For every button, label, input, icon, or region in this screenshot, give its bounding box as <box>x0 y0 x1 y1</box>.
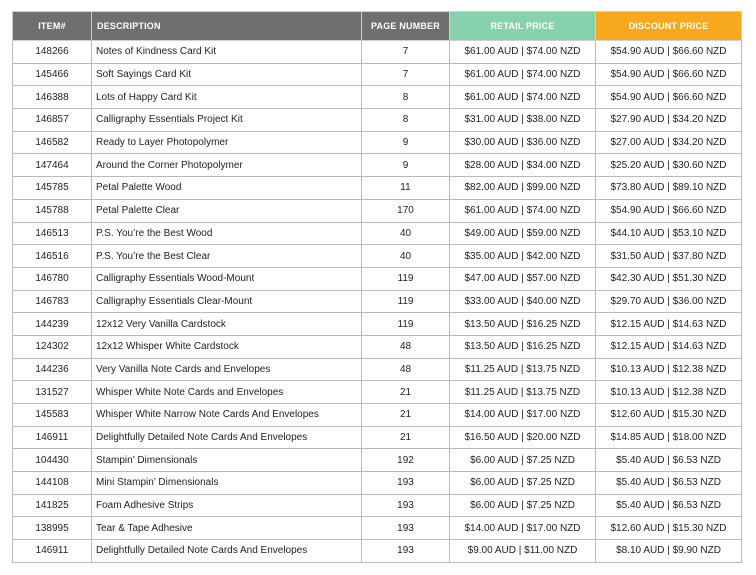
description-cell: Calligraphy Essentials Project Kit <box>92 109 362 132</box>
description-cell: Ready to Layer Photopolymer <box>92 131 362 154</box>
price-list-container <box>12 11 742 563</box>
description-cell: Whisper White Note Cards and Envelopes <box>92 381 362 404</box>
table-row <box>13 109 742 132</box>
table-row <box>13 86 742 109</box>
table-row <box>13 472 742 495</box>
description-cell: Foam Adhesive Strips <box>92 494 362 517</box>
discount-price-cell: $5.40 AUD | $6.53 NZD <box>596 494 742 517</box>
retail-price-cell: $61.00 AUD | $74.00 NZD <box>450 199 596 222</box>
table-row <box>13 267 742 290</box>
item-number-cell: 146857 <box>13 109 92 132</box>
table-row <box>13 177 742 200</box>
discount-price-cell: $54.90 AUD | $66.60 NZD <box>596 41 742 64</box>
retail-price-cell: $61.00 AUD | $74.00 NZD <box>450 41 596 64</box>
page-number-cell: 193 <box>362 472 450 495</box>
discount-price-cell: $54.90 AUD | $66.60 NZD <box>596 199 742 222</box>
description-cell: 12x12 Whisper White Cardstock <box>92 335 362 358</box>
retail-price-column-header: RETAIL PRICE <box>450 12 596 41</box>
table-row <box>13 426 742 449</box>
discount-price-cell: $54.90 AUD | $66.60 NZD <box>596 86 742 109</box>
discount-price-cell: $10.13 AUD | $12.38 NZD <box>596 381 742 404</box>
retail-price-cell: $61.00 AUD | $74.00 NZD <box>450 86 596 109</box>
page-number-cell: 193 <box>362 494 450 517</box>
description-cell: Calligraphy Essentials Clear-Mount <box>92 290 362 313</box>
page-number-cell: 7 <box>362 41 450 64</box>
retail-price-cell: $13.50 AUD | $16.25 NZD <box>450 335 596 358</box>
table-row <box>13 404 742 427</box>
discount-price-cell: $8.10 AUD | $9.90 NZD <box>596 540 742 563</box>
item-number-cell: 146783 <box>13 290 92 313</box>
description-cell: P.S. You’re the Best Wood <box>92 222 362 245</box>
discount-price-cell: $12.60 AUD | $15.30 NZD <box>596 517 742 540</box>
description-cell: Lots of Happy Card Kit <box>92 86 362 109</box>
item-number-cell: 146911 <box>13 426 92 449</box>
page-number-cell: 193 <box>362 517 450 540</box>
retail-price-cell: $9.00 AUD | $11.00 NZD <box>450 540 596 563</box>
page-number-cell: 48 <box>362 335 450 358</box>
table-row <box>13 245 742 268</box>
item-number-cell: 146911 <box>13 540 92 563</box>
table-header <box>13 12 742 41</box>
discount-price-cell: $5.40 AUD | $6.53 NZD <box>596 472 742 495</box>
page-number-cell: 8 <box>362 109 450 132</box>
retail-price-cell: $35.00 AUD | $42.00 NZD <box>450 245 596 268</box>
discount-price-cell: $44.10 AUD | $53.10 NZD <box>596 222 742 245</box>
description-cell: Delightfully Detailed Note Cards And Envelopes <box>92 540 362 563</box>
table-row <box>13 290 742 313</box>
table-row <box>13 131 742 154</box>
description-cell: Petal Palette Clear <box>92 199 362 222</box>
page-number-cell: 9 <box>362 131 450 154</box>
price-table <box>12 11 742 563</box>
retail-price-cell: $28.00 AUD | $34.00 NZD <box>450 154 596 177</box>
item-number-cell: 146513 <box>13 222 92 245</box>
discount-price-cell: $12.15 AUD | $14.63 NZD <box>596 313 742 336</box>
item-number-cell: 144236 <box>13 358 92 381</box>
discount-price-cell: $14.85 AUD | $18.00 NZD <box>596 426 742 449</box>
item-column-header: ITEM# <box>13 12 92 41</box>
item-number-cell: 141825 <box>13 494 92 517</box>
retail-price-cell: $14.00 AUD | $17.00 NZD <box>450 404 596 427</box>
table-row <box>13 335 742 358</box>
page-number-cell: 119 <box>362 290 450 313</box>
item-number-cell: 124302 <box>13 335 92 358</box>
description-cell: Tear & Tape Adhesive <box>92 517 362 540</box>
description-cell: 12x12 Very Vanilla Cardstock <box>92 313 362 336</box>
item-number-cell: 145583 <box>13 404 92 427</box>
item-number-cell: 131527 <box>13 381 92 404</box>
item-number-cell: 146388 <box>13 86 92 109</box>
discount-price-column-header: DISCOUNT PRICE <box>596 12 742 41</box>
description-column-header: DESCRIPTION <box>92 12 362 41</box>
page-number-cell: 11 <box>362 177 450 200</box>
item-number-cell: 148266 <box>13 41 92 64</box>
page-number-column-header: PAGE NUMBER <box>362 12 450 41</box>
description-cell: Very Vanilla Note Cards and Envelopes <box>92 358 362 381</box>
table-row <box>13 449 742 472</box>
description-cell: Mini Stampin’ Dimensionals <box>92 472 362 495</box>
item-number-cell: 145785 <box>13 177 92 200</box>
discount-price-cell: $12.60 AUD | $15.30 NZD <box>596 404 742 427</box>
retail-price-cell: $61.00 AUD | $74.00 NZD <box>450 63 596 86</box>
description-cell: P.S. You’re the Best Clear <box>92 245 362 268</box>
description-cell: Delightfully Detailed Note Cards And Envelopes <box>92 426 362 449</box>
page-number-cell: 119 <box>362 313 450 336</box>
discount-price-cell: $31.50 AUD | $37.80 NZD <box>596 245 742 268</box>
retail-price-cell: $47.00 AUD | $57.00 NZD <box>450 267 596 290</box>
page-number-cell: 40 <box>362 245 450 268</box>
retail-price-cell: $6.00 AUD | $7.25 NZD <box>450 494 596 517</box>
retail-price-cell: $11.25 AUD | $13.75 NZD <box>450 358 596 381</box>
table-row <box>13 199 742 222</box>
item-number-cell: 104430 <box>13 449 92 472</box>
discount-price-cell: $42.30 AUD | $51.30 NZD <box>596 267 742 290</box>
discount-price-cell: $25.20 AUD | $30.60 NZD <box>596 154 742 177</box>
description-cell: Notes of Kindness Card Kit <box>92 41 362 64</box>
page-number-cell: 21 <box>362 381 450 404</box>
item-number-cell: 146582 <box>13 131 92 154</box>
table-row <box>13 358 742 381</box>
item-number-cell: 147464 <box>13 154 92 177</box>
page-number-cell: 170 <box>362 199 450 222</box>
retail-price-cell: $49.00 AUD | $59.00 NZD <box>450 222 596 245</box>
discount-price-cell: $54.90 AUD | $66.60 NZD <box>596 63 742 86</box>
retail-price-cell: $14.00 AUD | $17.00 NZD <box>450 517 596 540</box>
page-number-cell: 192 <box>362 449 450 472</box>
page-number-cell: 7 <box>362 63 450 86</box>
table-row <box>13 494 742 517</box>
table-row <box>13 540 742 563</box>
table-row <box>13 517 742 540</box>
retail-price-cell: $11.25 AUD | $13.75 NZD <box>450 381 596 404</box>
retail-price-cell: $13.50 AUD | $16.25 NZD <box>450 313 596 336</box>
retail-price-cell: $31.00 AUD | $38.00 NZD <box>450 109 596 132</box>
discount-price-cell: $73.80 AUD | $89.10 NZD <box>596 177 742 200</box>
page-number-cell: 21 <box>362 404 450 427</box>
page-number-cell: 9 <box>362 154 450 177</box>
page-number-cell: 8 <box>362 86 450 109</box>
item-number-cell: 144108 <box>13 472 92 495</box>
retail-price-cell: $82.00 AUD | $99.00 NZD <box>450 177 596 200</box>
retail-price-cell: $30.00 AUD | $36.00 NZD <box>450 131 596 154</box>
page-number-cell: 48 <box>362 358 450 381</box>
table-row <box>13 381 742 404</box>
discount-price-cell: $27.90 AUD | $34.20 NZD <box>596 109 742 132</box>
table-row <box>13 313 742 336</box>
item-number-cell: 138995 <box>13 517 92 540</box>
header-row <box>13 12 742 41</box>
item-number-cell: 145466 <box>13 63 92 86</box>
page-number-cell: 40 <box>362 222 450 245</box>
discount-price-cell: $5.40 AUD | $6.53 NZD <box>596 449 742 472</box>
table-row <box>13 41 742 64</box>
table-row <box>13 63 742 86</box>
discount-price-cell: $27.00 AUD | $34.20 NZD <box>596 131 742 154</box>
description-cell: Whisper White Narrow Note Cards And Envelopes <box>92 404 362 427</box>
description-cell: Calligraphy Essentials Wood-Mount <box>92 267 362 290</box>
description-cell: Petal Palette Wood <box>92 177 362 200</box>
description-cell: Stampin’ Dimensionals <box>92 449 362 472</box>
table-row <box>13 154 742 177</box>
description-cell: Soft Sayings Card Kit <box>92 63 362 86</box>
table-body <box>13 41 742 563</box>
discount-price-cell: $29.70 AUD | $36.00 NZD <box>596 290 742 313</box>
page-number-cell: 119 <box>362 267 450 290</box>
description-cell: Around the Corner Photopolymer <box>92 154 362 177</box>
item-number-cell: 146516 <box>13 245 92 268</box>
retail-price-cell: $16.50 AUD | $20.00 NZD <box>450 426 596 449</box>
item-number-cell: 144239 <box>13 313 92 336</box>
table-row <box>13 222 742 245</box>
discount-price-cell: $12.15 AUD | $14.63 NZD <box>596 335 742 358</box>
retail-price-cell: $6.00 AUD | $7.25 NZD <box>450 472 596 495</box>
page-number-cell: 193 <box>362 540 450 563</box>
discount-price-cell: $10.13 AUD | $12.38 NZD <box>596 358 742 381</box>
item-number-cell: 145788 <box>13 199 92 222</box>
page-number-cell: 21 <box>362 426 450 449</box>
item-number-cell: 146780 <box>13 267 92 290</box>
retail-price-cell: $33.00 AUD | $40.00 NZD <box>450 290 596 313</box>
retail-price-cell: $6.00 AUD | $7.25 NZD <box>450 449 596 472</box>
